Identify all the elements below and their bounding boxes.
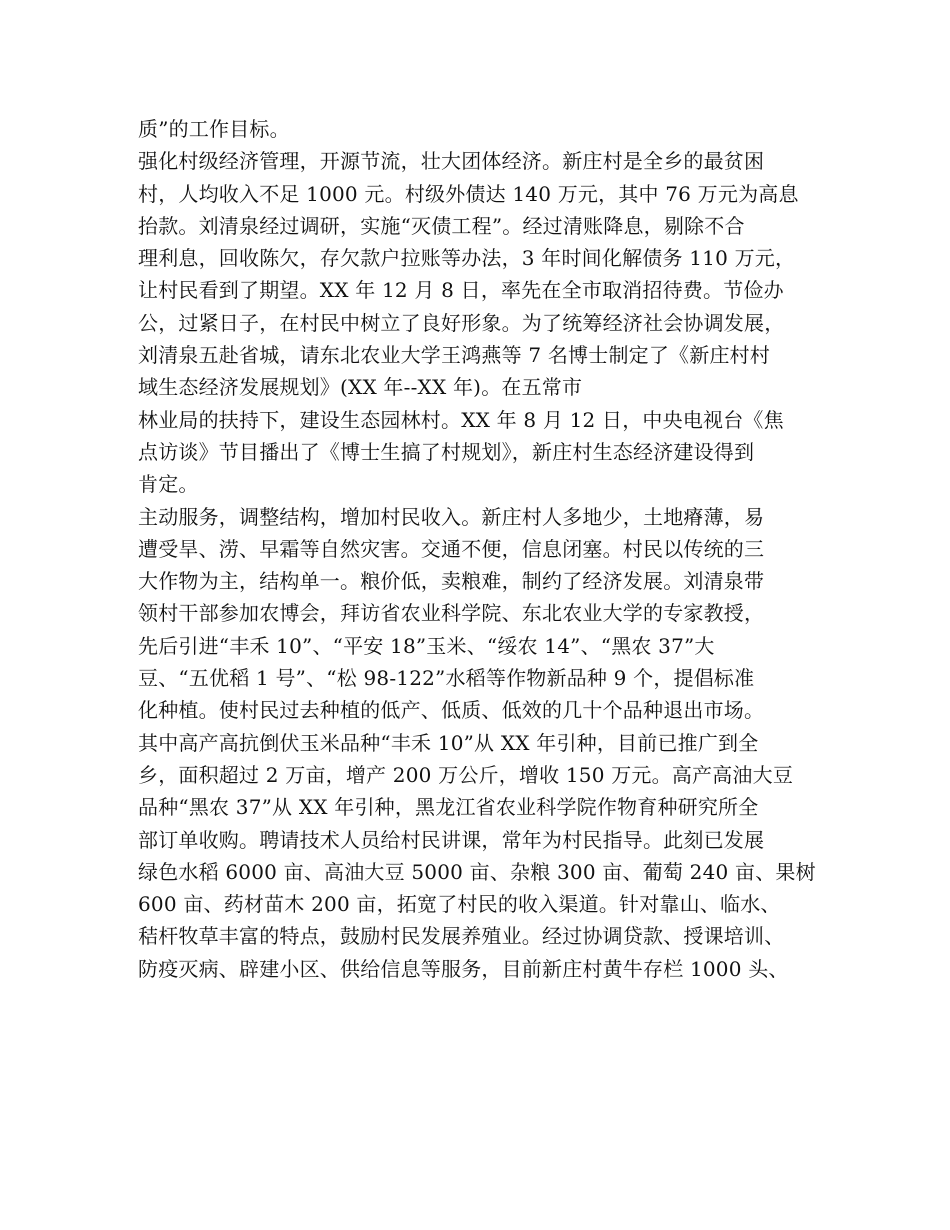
text-line: 强化村级经济管理，开源节流，壮大团体经济。新庄村是全乡的最贫困 — [138, 149, 765, 174]
body-text — [138, 113, 838, 985]
text-line: 公，过紧日子，在村民中树立了良好形象。为了统筹经济社会协调发展， — [138, 310, 785, 335]
text-line: 刘清泉五赴省城，请东北农业大学王鸿燕等 7 名博士制定了《新庄村村 — [138, 343, 771, 368]
text-line: 豆、“五优稻 1 号”、“松 98-122”水稻等作物新品种 9 个，提倡标准 — [138, 666, 755, 691]
text-line: 抬款。刘清泉经过调研，实施“灭债工程”。经过清账降息，剔除不合 — [138, 213, 745, 238]
text-line: 防疫灭病、辟建小区、供给信息等服务，目前新庄村黄牛存栏 1000 头、 — [138, 956, 789, 981]
text-line: 化种植。使村民过去种植的低产、低质、低效的几十个品种退出市场。 — [138, 698, 765, 723]
text-line: 理利息，回收陈欠，存欠款户拉账等办法，3 年时间化解债务 110 万元， — [138, 246, 796, 271]
text-line: 部订单收购。聘请技术人员给村民讲课，常年为村民指导。此刻已发展 — [138, 827, 765, 852]
text-line: 让村民看到了期望。XX 年 12 月 8 日，率先在全市取消招待费。节俭办 — [138, 278, 784, 303]
text-line: 林业局的扶持下，建设生态园林村。XX 年 8 月 12 日，中央电视台《焦 — [138, 407, 784, 432]
text-line: 大作物为主，结构单一。粮价低，卖粮难，制约了经济发展。刘清泉带 — [138, 569, 765, 594]
text-line: 肯定。 — [138, 472, 199, 497]
text-line: 主动服务，调整结构，增加村民收入。新庄村人多地少，土地瘠薄，易 — [138, 504, 765, 529]
text-line: 质”的工作目标。 — [138, 117, 290, 141]
text-line: 品种“黑农 37”从 XX 年引种，黑龙江省农业科学院作物育种研究所全 — [138, 795, 759, 820]
text-line: 村，人均收入不足 1000 元。村级外债达 140 万元，其中 76 万元为高息 — [138, 181, 799, 206]
text-line: 遭受旱、涝、早霜等自然灾害。交通不便，信息闭塞。村民以传统的三 — [138, 536, 765, 561]
text-line: 领村干部参加农博会，拜访省农业科学院、东北农业大学的专家教授， — [138, 601, 765, 626]
text-line: 秸杆牧草丰富的特点，鼓励村民发展养殖业。经过协调贷款、授课培训、 — [138, 924, 785, 949]
text-line: 点访谈》节目播出了《博士生搞了村规划》，新庄村生态经济建设得到 — [138, 439, 755, 464]
text-line: 600 亩、药材苗木 200 亩，拓宽了村民的收入渠道。针对靠山、临水、 — [138, 892, 781, 917]
text-line: 乡，面积超过 2 万亩，增产 200 万公斤，增收 150 万元。高产高油大豆 — [138, 762, 794, 787]
text-line: 域生态经济发展规划》(XX 年--XX 年)。在五常市 — [138, 375, 583, 400]
text-line: 绿色水稻 6000 亩、高油大豆 5000 亩、杂粮 300 亩、葡萄 240 亩、果树 — [138, 859, 816, 884]
text-line: 其中高产高抗倒伏玉米品种“丰禾 10”从 XX 年引种，目前已推广到全 — [138, 730, 759, 755]
text-line: 先后引进“丰禾 10”、“平安 18”玉米、“绥农 14”、“黑农 37”大 — [138, 633, 715, 658]
